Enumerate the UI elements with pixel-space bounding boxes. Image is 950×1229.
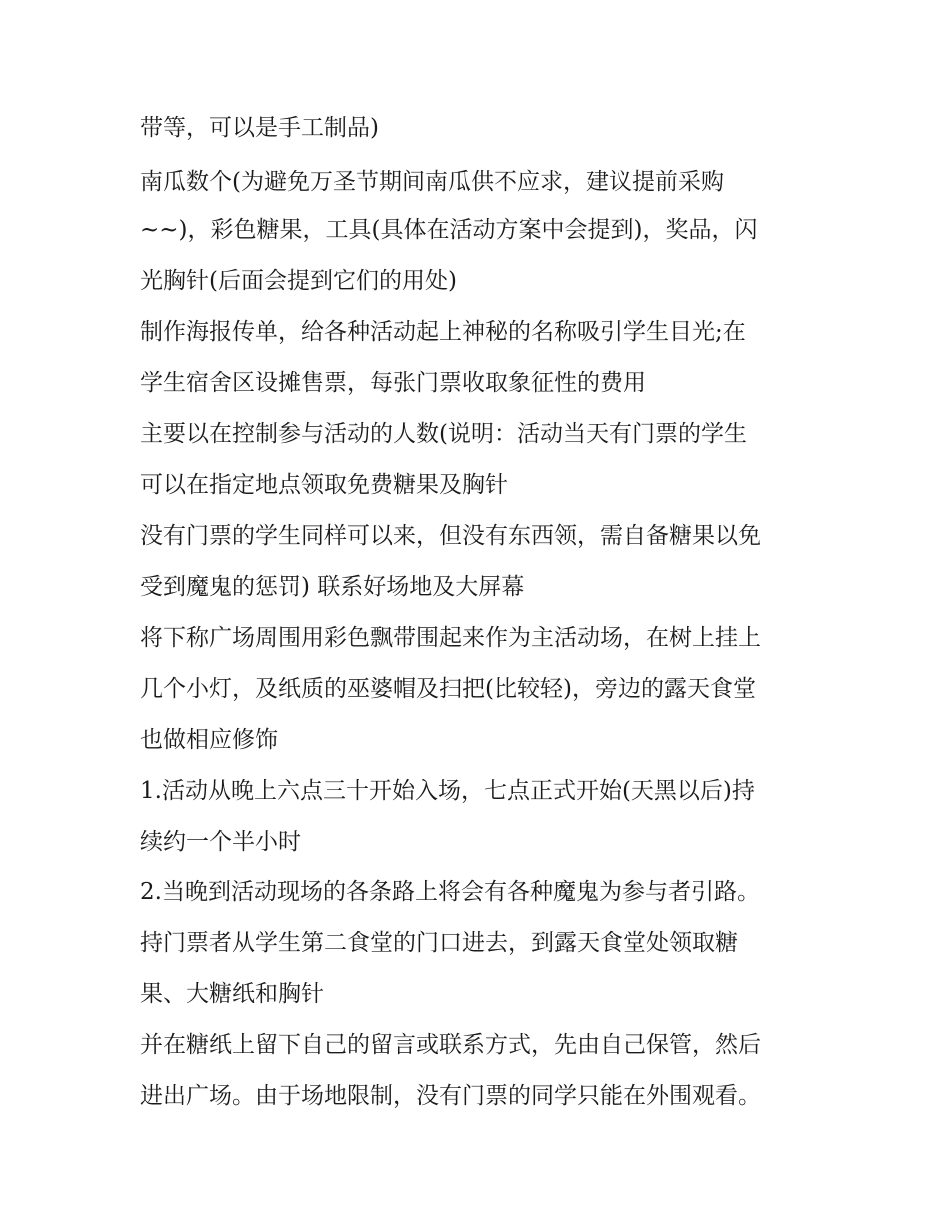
- text-line: 可以在指定地点领取免费糖果及胸针: [140, 472, 508, 498]
- text-line: 学生宿舍区设摊售票，每张门票收取象征性的费用: [140, 370, 646, 396]
- text-line: 并在糖纸上留下自己的留言或联系方式，先由自己保管，然后: [140, 1032, 761, 1058]
- text-line: 没有门票的学生同样可以来，但没有东西领，需自备糖果以免: [140, 523, 761, 549]
- text-line: 果、大糖纸和胸针: [140, 981, 324, 1007]
- text-line: 持门票者从学生第二食堂的门口进去，到露天食堂处领取糖: [140, 930, 738, 956]
- text-line: 南瓜数个(为避免万圣节期间南瓜供不应求，建议提前采购: [140, 169, 724, 195]
- text-line: 光胸针(后面会提到它们的用处): [140, 268, 457, 294]
- text-line: 主要以在控制参与活动的人数(说明：活动当天有门票的学生: [140, 421, 747, 447]
- text-line: 1.活动从晚上六点三十开始入场，七点正式开始(天黑以后)持: [140, 778, 755, 804]
- text-line: 受到魔鬼的惩罚) 联系好场地及大屏幕: [140, 574, 525, 600]
- text-line: 也做相应修饰: [140, 727, 278, 753]
- text-line: 进出广场。由于场地限制，没有门票的同学只能在外围观看。: [140, 1083, 761, 1109]
- text-line: 带等，可以是手工制品): [140, 115, 379, 141]
- text-line: 2.当晚到活动现场的各条路上将会有各种魔鬼为参与者引路。: [140, 879, 760, 905]
- text-line: 续约一个半小时: [140, 829, 301, 855]
- text-line: 将下称广场周围用彩色飘带围起来作为主活动场，在树上挂上: [140, 625, 761, 651]
- text-line: 制作海报传单，给各种活动起上神秘的名称吸引学生目光;在: [140, 319, 746, 345]
- text-line: ~~)，彩色糖果，工具(具体在活动方案中会提到)，奖品，闪: [140, 217, 758, 243]
- text-line: 几个小灯，及纸质的巫婆帽及扫把(比较轻)，旁边的露天食堂: [140, 676, 756, 702]
